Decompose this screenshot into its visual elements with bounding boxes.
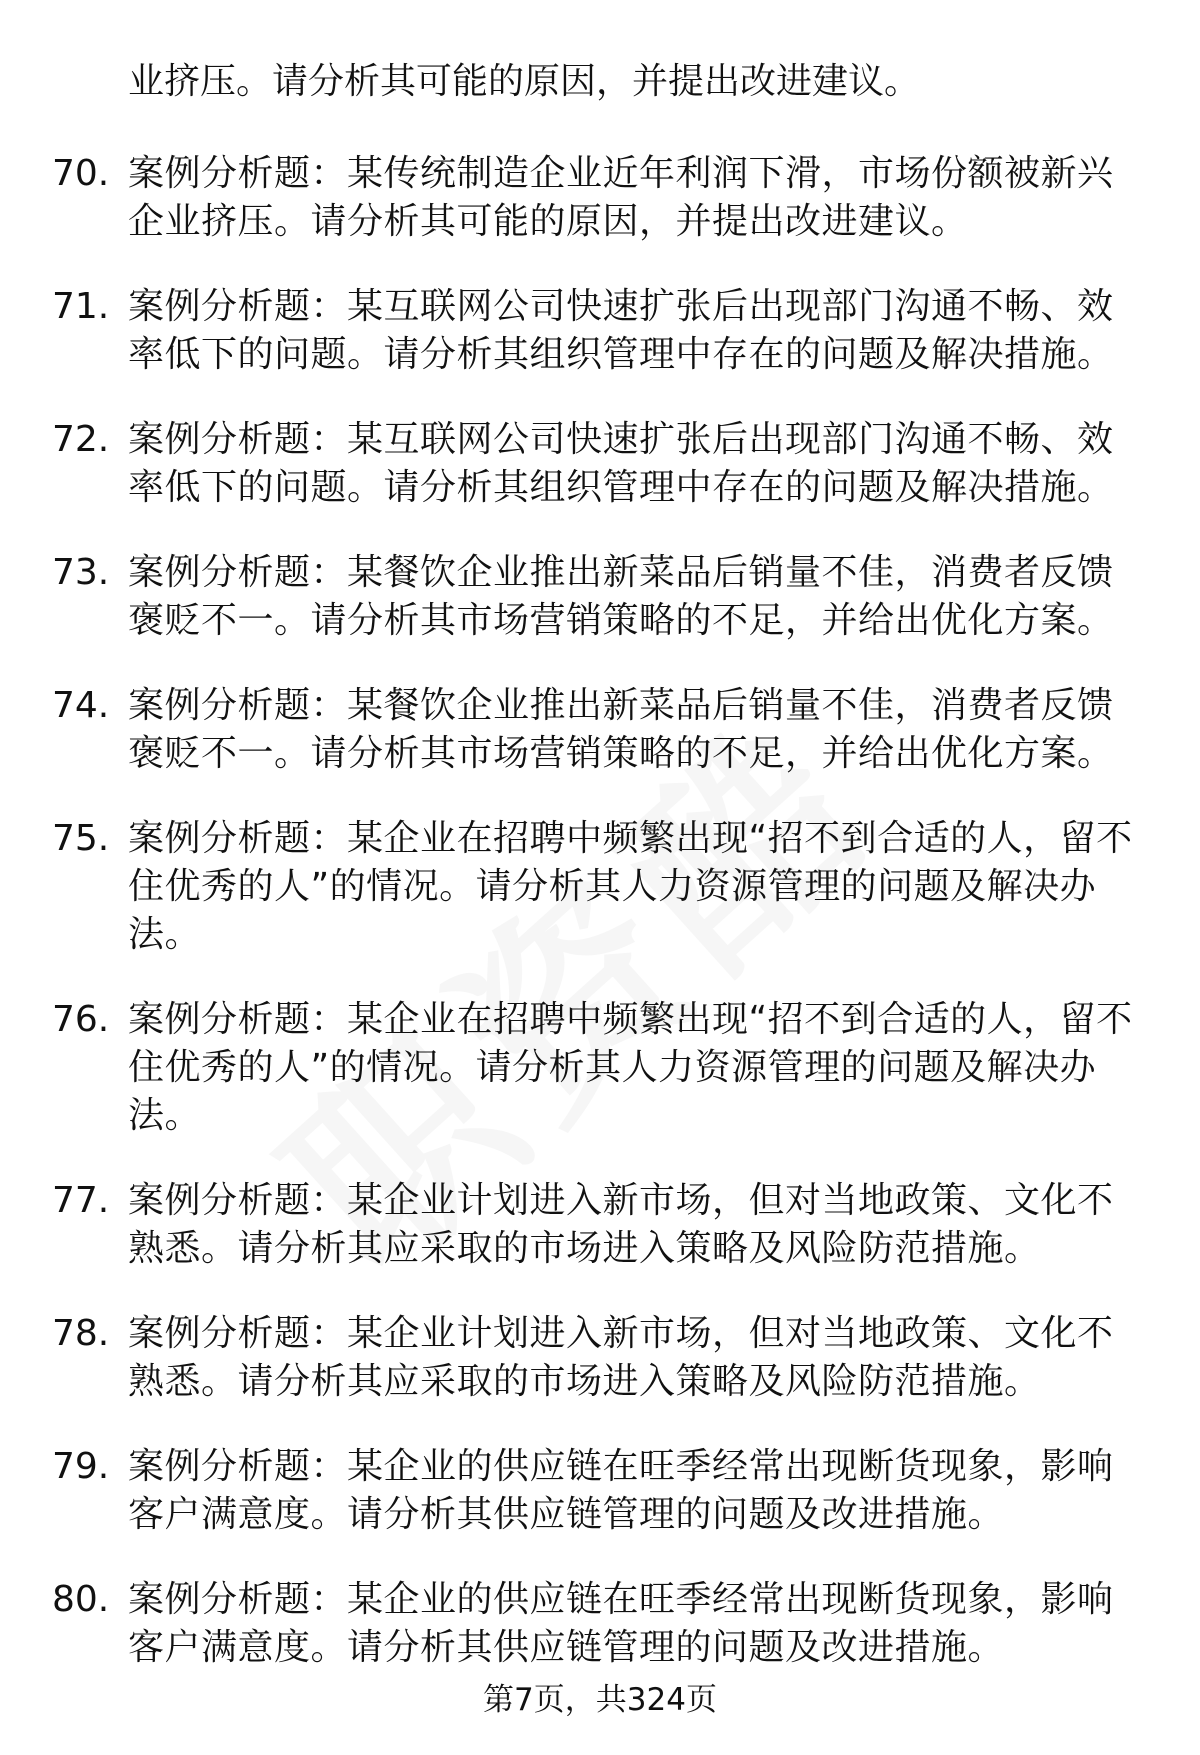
page-footer: 第7页，共324页 <box>483 1682 717 1718</box>
question-item <box>0 1443 1200 1539</box>
question-number: 70. <box>52 153 110 194</box>
question-item <box>0 996 1200 1140</box>
question-text: 案例分析题：某互联网公司快速扩张后出现部门沟通不畅、效率低下的问题。请分析其组织管理中存在的问题及解决措施。 <box>128 286 1114 375</box>
question-text: 案例分析题：某互联网公司快速扩张后出现部门沟通不畅、效率低下的问题。请分析其组织管理中存在的问题及解决措施。 <box>128 419 1114 508</box>
question-text: 案例分析题：某餐饮企业推出新菜品后销量不佳，消费者反馈褒贬不一。请分析其市场营销策略的不足，并给出优化方案。 <box>128 552 1114 641</box>
question-number: 77. <box>52 1180 110 1221</box>
question-number: 73. <box>52 552 110 593</box>
question-text: 案例分析题：某企业的供应链在旺季经常出现断货现象，影响客户满意度。请分析其供应链管理的问题及改进措施。 <box>128 1579 1114 1668</box>
question-number: 72. <box>52 419 110 460</box>
question-item <box>0 416 1200 512</box>
question-number: 80. <box>52 1579 110 1620</box>
question-item <box>0 1310 1200 1406</box>
question-text: 案例分析题：某餐饮企业推出新菜品后销量不佳，消费者反馈褒贬不一。请分析其市场营销策略的不足，并给出优化方案。 <box>128 685 1114 774</box>
question-text: 案例分析题：某企业在招聘中频繁出现“招不到合适的人，留不住优秀的人”的情况。请分析其人力资源管理的问题及解决办法。 <box>128 818 1133 955</box>
question-number: 76. <box>52 999 110 1040</box>
question-item <box>0 1177 1200 1273</box>
question-item <box>0 682 1200 778</box>
question-item <box>0 1576 1200 1672</box>
continuation-text: 业挤压。请分析其可能的原因，并提出改进建议。 <box>128 61 921 102</box>
question-number: 74. <box>52 685 110 726</box>
question-item <box>0 549 1200 645</box>
question-text: 案例分析题：某企业计划进入新市场，但对当地政策、文化不熟悉。请分析其应采取的市场进入策略及风险防范措施。 <box>128 1180 1114 1269</box>
question-item <box>0 150 1200 246</box>
question-number: 71. <box>52 286 110 327</box>
question-text: 案例分析题：某企业在招聘中频繁出现“招不到合适的人，留不住优秀的人”的情况。请分析其人力资源管理的问题及解决办法。 <box>128 999 1133 1136</box>
question-text: 案例分析题：某传统制造企业近年利润下滑，市场份额被新兴企业挤压。请分析其可能的原因，并提出改进建议。 <box>128 153 1114 242</box>
question-item <box>0 815 1200 959</box>
question-text: 案例分析题：某企业计划进入新市场，但对当地政策、文化不熟悉。请分析其应采取的市场进入策略及风险防范措施。 <box>128 1313 1114 1402</box>
question-item <box>0 283 1200 379</box>
question-text: 案例分析题：某企业的供应链在旺季经常出现断货现象，影响客户满意度。请分析其供应链管理的问题及改进措施。 <box>128 1446 1114 1535</box>
question-number: 79. <box>52 1446 110 1487</box>
question-list <box>0 150 1200 1709</box>
question-number: 78. <box>52 1313 110 1354</box>
question-number: 75. <box>52 818 110 859</box>
